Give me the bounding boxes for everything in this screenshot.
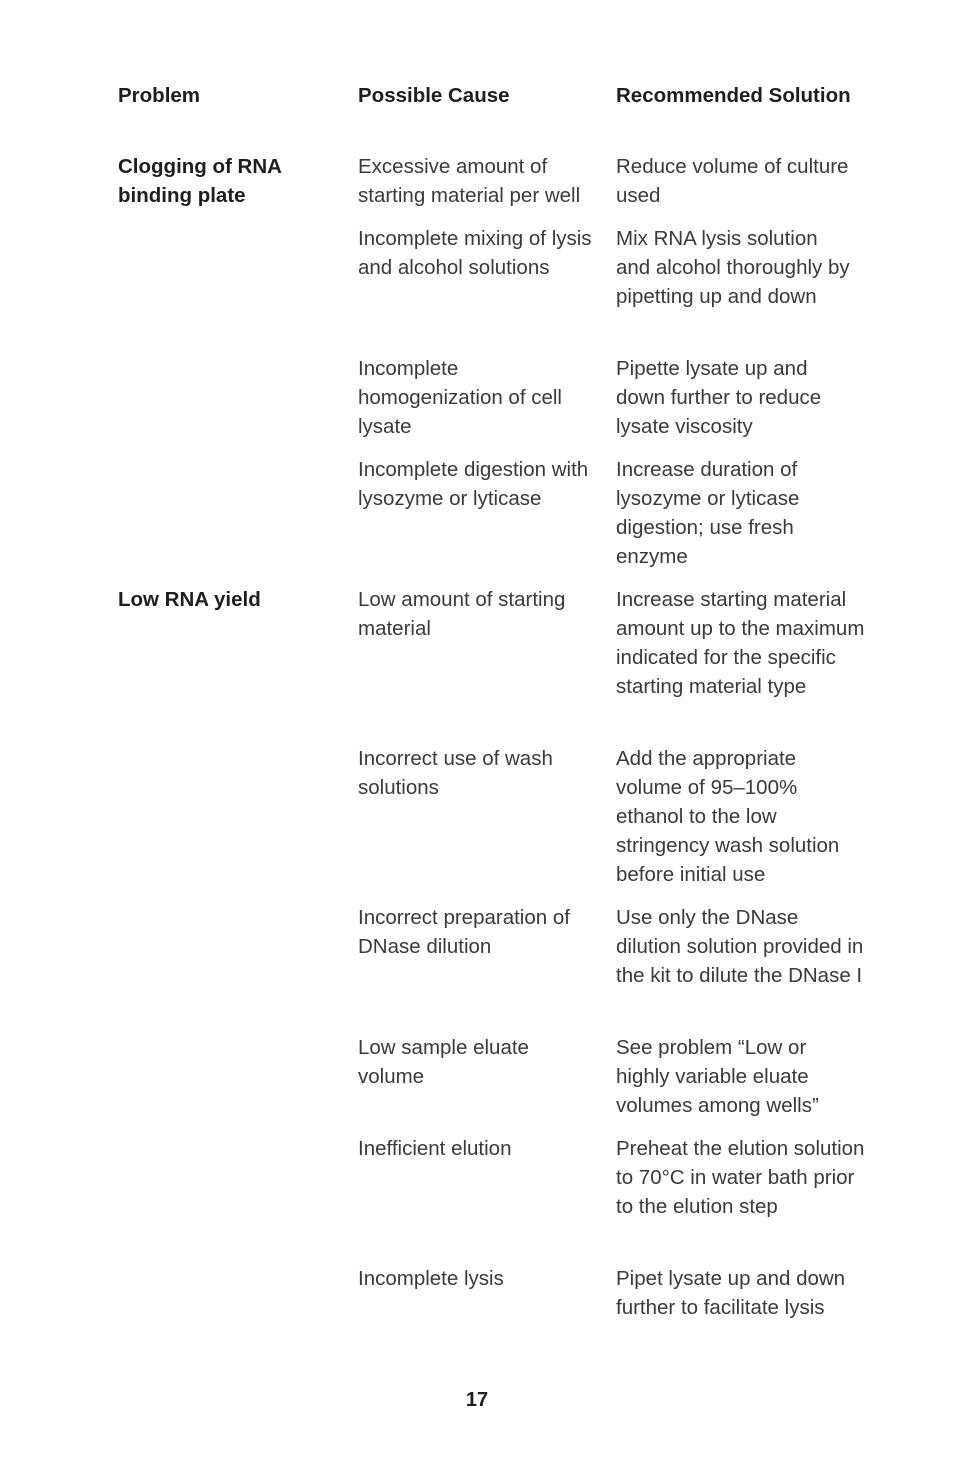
table-row [0, 1033, 954, 1134]
table-row [0, 1264, 954, 1336]
table-row [0, 744, 954, 903]
solution-cell: Add the appropriate volume of 95–100% ethanol to the low stringency wash solution before initial use [616, 747, 840, 886]
cause-cell: Excessive amount of starting material per well [358, 155, 581, 207]
cause-cell: Incorrect preparation of DNase dilution [358, 906, 570, 958]
header-problem: Problem [118, 84, 201, 107]
table-row [0, 455, 954, 585]
cause-cell: Inefficient elution [358, 1137, 512, 1160]
header-possible-cause: Possible Cause [358, 84, 510, 107]
cause-cell: Incorrect use of wash solutions [358, 747, 553, 799]
problem-cell: Low RNA yield [118, 588, 261, 611]
cause-cell: Incomplete homogenization of cell lysate [358, 357, 562, 438]
solution-cell: Pipette lysate up and down further to reduce lysate viscosity [616, 357, 822, 438]
solution-cell: Increase duration of lysozyme or lyticase digestion; use fresh enzyme [616, 458, 800, 568]
table-row [0, 152, 954, 224]
table-row [0, 1134, 954, 1264]
solution-cell: See problem “Low or highly variable eluate volumes among wells” [616, 1036, 819, 1117]
solution-cell: Preheat the elution solution to 70°C in water bath prior to the elution step [616, 1137, 865, 1218]
solution-cell: Mix RNA lysis solution and alcohol thoroughly by pipetting up and down [616, 227, 850, 308]
solution-cell: Increase starting material amount up to the maximum indicated for the specific starting material type [616, 588, 865, 698]
cause-cell: Incomplete mixing of lysis and alcohol solutions [358, 227, 592, 279]
table-row [0, 585, 954, 744]
cause-cell: Low amount of starting material [358, 588, 566, 640]
cause-cell: Incomplete digestion with lysozyme or lyticase [358, 458, 589, 510]
solution-cell: Use only the DNase dilution solution provided in the kit to dilute the DNase I [616, 906, 864, 987]
solution-cell: Reduce volume of culture used [616, 155, 849, 207]
table-header [0, 82, 954, 112]
solution-cell: Pipet lysate up and down further to facilitate lysis [616, 1267, 846, 1319]
cause-cell: Incomplete lysis [358, 1267, 504, 1290]
header-recommended-solution: Recommended Solution [616, 84, 851, 107]
table-row [0, 903, 954, 1033]
table-row [0, 224, 954, 354]
table-row [0, 354, 954, 455]
cause-cell: Low sample eluate volume [358, 1036, 529, 1088]
problem-cell: Clogging of RNA binding plate [118, 155, 282, 207]
page-number: 17 [465, 1389, 489, 1411]
troubleshooting-table [0, 152, 954, 1336]
